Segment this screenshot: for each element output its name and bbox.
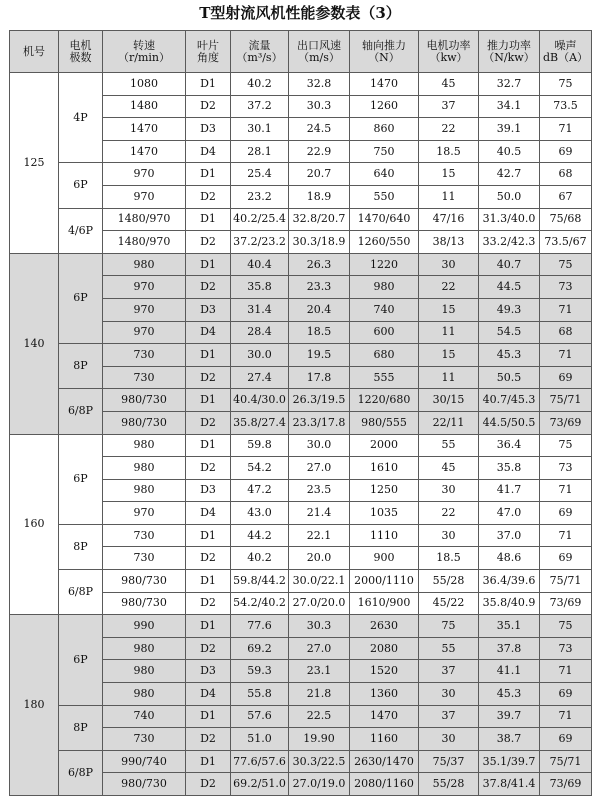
cell-outlet-velocity: 20.0 bbox=[289, 547, 350, 570]
cell-motor-poles: 6/8P bbox=[59, 750, 103, 795]
cell-blade-angle: D2 bbox=[186, 547, 231, 570]
cell-outlet-velocity: 17.8 bbox=[289, 366, 350, 389]
cell-model: 180 bbox=[10, 615, 59, 796]
cell-axial-thrust: 1260/550 bbox=[350, 231, 419, 254]
cell-axial-thrust: 1360 bbox=[350, 683, 419, 706]
cell-motor-power: 75/37 bbox=[419, 750, 479, 773]
cell-noise: 75/71 bbox=[540, 750, 592, 773]
table-row bbox=[10, 163, 592, 186]
cell-axial-thrust: 980/555 bbox=[350, 411, 419, 434]
cell-motor-power: 37 bbox=[419, 705, 479, 728]
cell-blade-angle: D4 bbox=[186, 321, 231, 344]
cell-axial-thrust: 550 bbox=[350, 185, 419, 208]
cell-thrust-per-power: 39.1 bbox=[479, 118, 540, 141]
cell-blade-angle: D2 bbox=[186, 637, 231, 660]
cell-outlet-velocity: 23.5 bbox=[289, 479, 350, 502]
cell-outlet-velocity: 20.4 bbox=[289, 298, 350, 321]
cell-outlet-velocity: 18.5 bbox=[289, 321, 350, 344]
header-thrust-per-power: 推力功率 （N/kw） bbox=[479, 31, 540, 73]
cell-noise: 73 bbox=[540, 637, 592, 660]
cell-axial-thrust: 1610/900 bbox=[350, 592, 419, 615]
cell-motor-power: 30 bbox=[419, 728, 479, 751]
cell-motor-power: 11 bbox=[419, 321, 479, 344]
cell-motor-power: 30/15 bbox=[419, 389, 479, 412]
cell-thrust-per-power: 45.3 bbox=[479, 683, 540, 706]
cell-speed: 980 bbox=[103, 457, 186, 480]
cell-speed: 970 bbox=[103, 298, 186, 321]
table-row bbox=[10, 570, 592, 593]
cell-thrust-per-power: 35.1 bbox=[479, 615, 540, 638]
cell-motor-power: 55/28 bbox=[419, 773, 479, 796]
cell-motor-poles: 4P bbox=[59, 73, 103, 163]
cell-noise: 71 bbox=[540, 705, 592, 728]
cell-outlet-velocity: 30.3/22.5 bbox=[289, 750, 350, 773]
cell-thrust-per-power: 38.7 bbox=[479, 728, 540, 751]
cell-noise: 71 bbox=[540, 344, 592, 367]
header-motor-power: 电机功率 （kw） bbox=[419, 31, 479, 73]
cell-axial-thrust: 1220/680 bbox=[350, 389, 419, 412]
cell-axial-thrust: 600 bbox=[350, 321, 419, 344]
cell-axial-thrust: 1160 bbox=[350, 728, 419, 751]
header-speed: 转速 （r/min） bbox=[103, 31, 186, 73]
table-row bbox=[10, 705, 592, 728]
cell-thrust-per-power: 50.5 bbox=[479, 366, 540, 389]
cell-thrust-per-power: 36.4/39.6 bbox=[479, 570, 540, 593]
cell-motor-power: 11 bbox=[419, 185, 479, 208]
cell-axial-thrust: 2000 bbox=[350, 434, 419, 457]
cell-motor-power: 37 bbox=[419, 660, 479, 683]
header-row bbox=[10, 31, 592, 73]
cell-motor-power: 45 bbox=[419, 73, 479, 96]
cell-noise: 68 bbox=[540, 321, 592, 344]
cell-thrust-per-power: 44.5 bbox=[479, 276, 540, 299]
cell-motor-power: 18.5 bbox=[419, 547, 479, 570]
cell-axial-thrust: 2630 bbox=[350, 615, 419, 638]
cell-outlet-velocity: 19.90 bbox=[289, 728, 350, 751]
cell-noise: 68 bbox=[540, 163, 592, 186]
fan-parameter-table bbox=[9, 30, 592, 796]
cell-blade-angle: D1 bbox=[186, 570, 231, 593]
cell-model: 125 bbox=[10, 73, 59, 254]
cell-flow: 31.4 bbox=[231, 298, 289, 321]
cell-speed: 990/740 bbox=[103, 750, 186, 773]
cell-speed: 730 bbox=[103, 547, 186, 570]
cell-motor-power: 45 bbox=[419, 457, 479, 480]
cell-axial-thrust: 1250 bbox=[350, 479, 419, 502]
cell-noise: 73/69 bbox=[540, 592, 592, 615]
cell-blade-angle: D4 bbox=[186, 683, 231, 706]
header-flow: 流量 （m³/s） bbox=[231, 31, 289, 73]
cell-outlet-velocity: 23.3 bbox=[289, 276, 350, 299]
cell-motor-power: 15 bbox=[419, 344, 479, 367]
cell-axial-thrust: 2080/1160 bbox=[350, 773, 419, 796]
cell-flow: 44.2 bbox=[231, 524, 289, 547]
cell-blade-angle: D3 bbox=[186, 660, 231, 683]
cell-blade-angle: D2 bbox=[186, 592, 231, 615]
cell-speed: 1470 bbox=[103, 118, 186, 141]
cell-thrust-per-power: 35.1/39.7 bbox=[479, 750, 540, 773]
cell-speed: 980/730 bbox=[103, 773, 186, 796]
cell-speed: 970 bbox=[103, 185, 186, 208]
cell-speed: 980 bbox=[103, 434, 186, 457]
cell-noise: 75 bbox=[540, 434, 592, 457]
cell-flow: 59.3 bbox=[231, 660, 289, 683]
cell-motor-power: 75 bbox=[419, 615, 479, 638]
cell-thrust-per-power: 44.5/50.5 bbox=[479, 411, 540, 434]
cell-thrust-per-power: 37.8/41.4 bbox=[479, 773, 540, 796]
cell-blade-angle: D3 bbox=[186, 118, 231, 141]
cell-outlet-velocity: 22.9 bbox=[289, 140, 350, 163]
cell-flow: 54.2/40.2 bbox=[231, 592, 289, 615]
cell-blade-angle: D1 bbox=[186, 389, 231, 412]
cell-flow: 59.8 bbox=[231, 434, 289, 457]
table-body bbox=[10, 73, 592, 796]
cell-blade-angle: D2 bbox=[186, 366, 231, 389]
cell-thrust-per-power: 40.5 bbox=[479, 140, 540, 163]
cell-thrust-per-power: 40.7/45.3 bbox=[479, 389, 540, 412]
cell-axial-thrust: 555 bbox=[350, 366, 419, 389]
cell-flow: 28.4 bbox=[231, 321, 289, 344]
cell-flow: 43.0 bbox=[231, 502, 289, 525]
cell-thrust-per-power: 45.3 bbox=[479, 344, 540, 367]
cell-speed: 980 bbox=[103, 683, 186, 706]
cell-flow: 37.2 bbox=[231, 95, 289, 118]
cell-speed: 730 bbox=[103, 344, 186, 367]
cell-flow: 59.8/44.2 bbox=[231, 570, 289, 593]
cell-flow: 23.2 bbox=[231, 185, 289, 208]
cell-blade-angle: D3 bbox=[186, 479, 231, 502]
cell-outlet-velocity: 23.3/17.8 bbox=[289, 411, 350, 434]
cell-axial-thrust: 740 bbox=[350, 298, 419, 321]
cell-thrust-per-power: 41.1 bbox=[479, 660, 540, 683]
cell-blade-angle: D1 bbox=[186, 253, 231, 276]
cell-outlet-velocity: 30.0/22.1 bbox=[289, 570, 350, 593]
cell-axial-thrust: 1470/640 bbox=[350, 208, 419, 231]
cell-thrust-per-power: 41.7 bbox=[479, 479, 540, 502]
cell-flow: 25.4 bbox=[231, 163, 289, 186]
cell-speed: 980/730 bbox=[103, 570, 186, 593]
cell-flow: 57.6 bbox=[231, 705, 289, 728]
cell-thrust-per-power: 40.7 bbox=[479, 253, 540, 276]
cell-speed: 1080 bbox=[103, 73, 186, 96]
cell-thrust-per-power: 50.0 bbox=[479, 185, 540, 208]
cell-noise: 75/68 bbox=[540, 208, 592, 231]
cell-motor-power: 22 bbox=[419, 502, 479, 525]
cell-motor-power: 30 bbox=[419, 524, 479, 547]
cell-noise: 73.5/67 bbox=[540, 231, 592, 254]
cell-speed: 730 bbox=[103, 524, 186, 547]
cell-outlet-velocity: 21.8 bbox=[289, 683, 350, 706]
cell-thrust-per-power: 42.7 bbox=[479, 163, 540, 186]
cell-flow: 40.4/30.0 bbox=[231, 389, 289, 412]
cell-outlet-velocity: 26.3/19.5 bbox=[289, 389, 350, 412]
cell-flow: 69.2/51.0 bbox=[231, 773, 289, 796]
cell-outlet-velocity: 30.3 bbox=[289, 615, 350, 638]
table-title: T型射流风机性能参数表（3） bbox=[199, 4, 401, 22]
cell-thrust-per-power: 48.6 bbox=[479, 547, 540, 570]
cell-motor-power: 55 bbox=[419, 637, 479, 660]
cell-outlet-velocity: 30.3/18.9 bbox=[289, 231, 350, 254]
cell-blade-angle: D2 bbox=[186, 185, 231, 208]
cell-motor-poles: 8P bbox=[59, 705, 103, 750]
cell-speed: 1480 bbox=[103, 95, 186, 118]
cell-noise: 75 bbox=[540, 73, 592, 96]
cell-blade-angle: D3 bbox=[186, 298, 231, 321]
cell-speed: 730 bbox=[103, 366, 186, 389]
cell-motor-poles: 6P bbox=[59, 253, 103, 343]
cell-speed: 1480/970 bbox=[103, 231, 186, 254]
cell-noise: 69 bbox=[540, 683, 592, 706]
cell-thrust-per-power: 34.1 bbox=[479, 95, 540, 118]
cell-flow: 27.4 bbox=[231, 366, 289, 389]
cell-noise: 71 bbox=[540, 660, 592, 683]
table-row bbox=[10, 524, 592, 547]
cell-motor-power: 37 bbox=[419, 95, 479, 118]
cell-blade-angle: D2 bbox=[186, 773, 231, 796]
cell-axial-thrust: 1470 bbox=[350, 73, 419, 96]
cell-noise: 69 bbox=[540, 366, 592, 389]
cell-axial-thrust: 640 bbox=[350, 163, 419, 186]
cell-flow: 37.2/23.2 bbox=[231, 231, 289, 254]
cell-thrust-per-power: 47.0 bbox=[479, 502, 540, 525]
cell-motor-power: 11 bbox=[419, 366, 479, 389]
cell-blade-angle: D1 bbox=[186, 524, 231, 547]
cell-axial-thrust: 2000/1110 bbox=[350, 570, 419, 593]
cell-noise: 71 bbox=[540, 479, 592, 502]
cell-blade-angle: D2 bbox=[186, 276, 231, 299]
cell-flow: 28.1 bbox=[231, 140, 289, 163]
cell-motor-power: 30 bbox=[419, 479, 479, 502]
cell-blade-angle: D1 bbox=[186, 705, 231, 728]
cell-blade-angle: D2 bbox=[186, 95, 231, 118]
cell-outlet-velocity: 27.0 bbox=[289, 637, 350, 660]
cell-speed: 740 bbox=[103, 705, 186, 728]
cell-noise: 69 bbox=[540, 728, 592, 751]
cell-blade-angle: D1 bbox=[186, 73, 231, 96]
cell-blade-angle: D1 bbox=[186, 615, 231, 638]
table-row bbox=[10, 615, 592, 638]
cell-outlet-velocity: 23.1 bbox=[289, 660, 350, 683]
cell-speed: 970 bbox=[103, 276, 186, 299]
cell-noise: 67 bbox=[540, 185, 592, 208]
cell-speed: 980/730 bbox=[103, 411, 186, 434]
cell-outlet-velocity: 19.5 bbox=[289, 344, 350, 367]
cell-motor-poles: 8P bbox=[59, 344, 103, 389]
cell-noise: 73.5 bbox=[540, 95, 592, 118]
cell-motor-power: 30 bbox=[419, 683, 479, 706]
header-motor-poles: 电机 极数 bbox=[59, 31, 103, 73]
cell-thrust-per-power: 35.8/40.9 bbox=[479, 592, 540, 615]
cell-axial-thrust: 980 bbox=[350, 276, 419, 299]
cell-axial-thrust: 860 bbox=[350, 118, 419, 141]
cell-motor-poles: 8P bbox=[59, 524, 103, 569]
cell-axial-thrust: 750 bbox=[350, 140, 419, 163]
cell-blade-angle: D2 bbox=[186, 457, 231, 480]
cell-motor-power: 22 bbox=[419, 276, 479, 299]
cell-flow: 69.2 bbox=[231, 637, 289, 660]
cell-noise: 73 bbox=[540, 276, 592, 299]
cell-outlet-velocity: 20.7 bbox=[289, 163, 350, 186]
cell-speed: 1480/970 bbox=[103, 208, 186, 231]
cell-noise: 71 bbox=[540, 524, 592, 547]
cell-thrust-per-power: 31.3/40.0 bbox=[479, 208, 540, 231]
cell-outlet-velocity: 24.5 bbox=[289, 118, 350, 141]
cell-motor-power: 22/11 bbox=[419, 411, 479, 434]
cell-noise: 75/71 bbox=[540, 389, 592, 412]
cell-blade-angle: D2 bbox=[186, 411, 231, 434]
cell-speed: 970 bbox=[103, 163, 186, 186]
cell-speed: 970 bbox=[103, 502, 186, 525]
cell-blade-angle: D1 bbox=[186, 750, 231, 773]
cell-blade-angle: D1 bbox=[186, 344, 231, 367]
cell-thrust-per-power: 54.5 bbox=[479, 321, 540, 344]
cell-outlet-velocity: 22.5 bbox=[289, 705, 350, 728]
cell-speed: 980 bbox=[103, 253, 186, 276]
cell-outlet-velocity: 30.0 bbox=[289, 434, 350, 457]
cell-blade-angle: D2 bbox=[186, 231, 231, 254]
cell-noise: 71 bbox=[540, 298, 592, 321]
cell-noise: 69 bbox=[540, 502, 592, 525]
cell-thrust-per-power: 32.7 bbox=[479, 73, 540, 96]
cell-motor-power: 22 bbox=[419, 118, 479, 141]
cell-motor-power: 18.5 bbox=[419, 140, 479, 163]
cell-flow: 55.8 bbox=[231, 683, 289, 706]
cell-thrust-per-power: 35.8 bbox=[479, 457, 540, 480]
cell-axial-thrust: 680 bbox=[350, 344, 419, 367]
cell-motor-power: 55 bbox=[419, 434, 479, 457]
cell-blade-angle: D1 bbox=[186, 208, 231, 231]
cell-axial-thrust: 1035 bbox=[350, 502, 419, 525]
header-noise: 噪声 dB（A） bbox=[540, 31, 592, 73]
cell-flow: 30.1 bbox=[231, 118, 289, 141]
table-row bbox=[10, 253, 592, 276]
cell-noise: 75 bbox=[540, 253, 592, 276]
cell-flow: 51.0 bbox=[231, 728, 289, 751]
cell-thrust-per-power: 33.2/42.3 bbox=[479, 231, 540, 254]
cell-speed: 1470 bbox=[103, 140, 186, 163]
cell-noise: 73 bbox=[540, 457, 592, 480]
cell-outlet-velocity: 22.1 bbox=[289, 524, 350, 547]
cell-motor-power: 45/22 bbox=[419, 592, 479, 615]
cell-speed: 970 bbox=[103, 321, 186, 344]
cell-model: 160 bbox=[10, 434, 59, 615]
table-row bbox=[10, 434, 592, 457]
cell-axial-thrust: 1260 bbox=[350, 95, 419, 118]
cell-outlet-velocity: 27.0/20.0 bbox=[289, 592, 350, 615]
cell-thrust-per-power: 37.8 bbox=[479, 637, 540, 660]
cell-model: 140 bbox=[10, 253, 59, 434]
cell-speed: 730 bbox=[103, 728, 186, 751]
cell-axial-thrust: 1110 bbox=[350, 524, 419, 547]
header-outlet-velocity: 出口风速 （m/s） bbox=[289, 31, 350, 73]
cell-blade-angle: D4 bbox=[186, 140, 231, 163]
cell-axial-thrust: 2630/1470 bbox=[350, 750, 419, 773]
cell-noise: 73/69 bbox=[540, 773, 592, 796]
cell-flow: 35.8 bbox=[231, 276, 289, 299]
table-row bbox=[10, 389, 592, 412]
cell-axial-thrust: 900 bbox=[350, 547, 419, 570]
cell-thrust-per-power: 36.4 bbox=[479, 434, 540, 457]
cell-speed: 980 bbox=[103, 637, 186, 660]
cell-thrust-per-power: 39.7 bbox=[479, 705, 540, 728]
cell-motor-power: 55/28 bbox=[419, 570, 479, 593]
cell-outlet-velocity: 21.4 bbox=[289, 502, 350, 525]
cell-thrust-per-power: 49.3 bbox=[479, 298, 540, 321]
cell-motor-power: 47/16 bbox=[419, 208, 479, 231]
cell-axial-thrust: 1470 bbox=[350, 705, 419, 728]
cell-blade-angle: D4 bbox=[186, 502, 231, 525]
cell-noise: 73/69 bbox=[540, 411, 592, 434]
cell-flow: 40.2 bbox=[231, 73, 289, 96]
cell-speed: 980/730 bbox=[103, 592, 186, 615]
cell-motor-poles: 6/8P bbox=[59, 570, 103, 615]
cell-flow: 35.8/27.4 bbox=[231, 411, 289, 434]
header-blade-angle: 叶片 角度 bbox=[186, 31, 231, 73]
cell-flow: 40.2/25.4 bbox=[231, 208, 289, 231]
cell-flow: 30.0 bbox=[231, 344, 289, 367]
header-axial-thrust: 轴向推力 （N） bbox=[350, 31, 419, 73]
cell-noise: 69 bbox=[540, 140, 592, 163]
cell-blade-angle: D1 bbox=[186, 434, 231, 457]
cell-flow: 40.2 bbox=[231, 547, 289, 570]
cell-outlet-velocity: 18.9 bbox=[289, 185, 350, 208]
cell-motor-poles: 6/8P bbox=[59, 389, 103, 434]
cell-noise: 69 bbox=[540, 547, 592, 570]
cell-axial-thrust: 1520 bbox=[350, 660, 419, 683]
cell-motor-power: 15 bbox=[419, 298, 479, 321]
cell-speed: 980/730 bbox=[103, 389, 186, 412]
cell-speed: 980 bbox=[103, 479, 186, 502]
cell-blade-angle: D2 bbox=[186, 728, 231, 751]
table-row bbox=[10, 344, 592, 367]
cell-flow: 40.4 bbox=[231, 253, 289, 276]
cell-noise: 71 bbox=[540, 118, 592, 141]
cell-axial-thrust: 1610 bbox=[350, 457, 419, 480]
cell-motor-poles: 6P bbox=[59, 163, 103, 208]
cell-noise: 75/71 bbox=[540, 570, 592, 593]
cell-motor-poles: 6P bbox=[59, 615, 103, 705]
cell-outlet-velocity: 32.8/20.7 bbox=[289, 208, 350, 231]
cell-outlet-velocity: 26.3 bbox=[289, 253, 350, 276]
cell-speed: 980 bbox=[103, 660, 186, 683]
cell-flow: 77.6/57.6 bbox=[231, 750, 289, 773]
cell-motor-power: 15 bbox=[419, 163, 479, 186]
cell-thrust-per-power: 37.0 bbox=[479, 524, 540, 547]
table-row bbox=[10, 208, 592, 231]
cell-noise: 75 bbox=[540, 615, 592, 638]
cell-motor-power: 30 bbox=[419, 253, 479, 276]
cell-motor-poles: 6P bbox=[59, 434, 103, 524]
cell-outlet-velocity: 30.3 bbox=[289, 95, 350, 118]
cell-flow: 47.2 bbox=[231, 479, 289, 502]
cell-speed: 990 bbox=[103, 615, 186, 638]
cell-blade-angle: D1 bbox=[186, 163, 231, 186]
cell-flow: 77.6 bbox=[231, 615, 289, 638]
header-model: 机号 bbox=[10, 31, 59, 73]
cell-motor-poles: 4/6P bbox=[59, 208, 103, 253]
cell-flow: 54.2 bbox=[231, 457, 289, 480]
cell-motor-power: 38/13 bbox=[419, 231, 479, 254]
cell-outlet-velocity: 32.8 bbox=[289, 73, 350, 96]
table-row bbox=[10, 73, 592, 96]
cell-outlet-velocity: 27.0 bbox=[289, 457, 350, 480]
cell-axial-thrust: 1220 bbox=[350, 253, 419, 276]
cell-axial-thrust: 2080 bbox=[350, 637, 419, 660]
cell-outlet-velocity: 27.0/19.0 bbox=[289, 773, 350, 796]
table-row bbox=[10, 750, 592, 773]
